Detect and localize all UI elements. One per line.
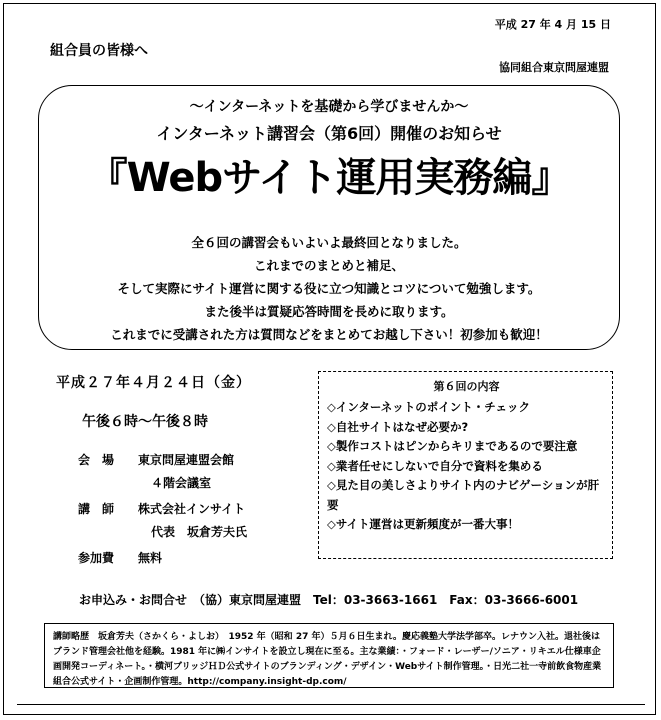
contents-item: ◇見た目の美しさよりサイト内のナビゲーションが肝要 xyxy=(327,478,600,512)
announcement-title: 『Webサイト運用実務編』 xyxy=(87,155,571,201)
fee-label: 参加費 xyxy=(78,551,115,565)
contents-item: ◇業者任せにしないで自分で資料を集める xyxy=(327,458,543,473)
lecturer-name: 代表 坂倉芳夫氏 xyxy=(151,525,248,539)
addressee: 組合員の皆様へ xyxy=(50,43,148,59)
venue-label: 会 場 xyxy=(78,453,115,467)
lecturer-label: 講 師 xyxy=(78,502,115,516)
venue-room: ４階会議室 xyxy=(151,476,212,490)
contents-title: 第６回の内容 xyxy=(433,380,500,393)
contents-item: ◇サイト運営は更新頻度が一番大事！ xyxy=(327,517,520,531)
announcement-subtitle: ～インターネットを基礎から学びませんか～ xyxy=(189,99,469,115)
contents-box xyxy=(318,371,613,559)
contents-item: ◇製作コストはピンからキリまであるので要注意 xyxy=(327,439,578,453)
bottom-rule xyxy=(17,704,645,705)
venue-name: 東京問屋連盟会館 xyxy=(138,453,235,467)
sender: 協同組合東京問屋連盟 xyxy=(499,61,609,74)
contents-item: ◇インターネットのポイント・チェック xyxy=(327,400,530,414)
intro-line: 全６回の講習会もいよいよ最終回となりました。 xyxy=(191,235,467,250)
announcement-heading: インターネット講習会（第6回）開催のお知らせ xyxy=(156,124,502,143)
contact-info: お申込み・お問合せ （協）東京問屋連盟 Tel：03-3663-1661 Fax：03-3666-6001 xyxy=(79,593,579,607)
intro-line: また後半は質疑応答時間を長めに取ります。 xyxy=(204,304,454,319)
lecturer-profile: 講師略歴 坂倉芳夫（さかくら・よしお） 1952 年（昭和 27 年）５月６日生まれ。慶応義塾大学法学部卒。レナウン入社。退社後はブランド管理会社他を経験。1981 年に㈱インサイトを設立し現在に至る。主な業績：・フォード・レーザー/ソニア・リキエル仕様車企画開発コーディネート。・横河ブリッジＨＤ公式サイトのブランディング・デザイン・Webサイト制作管理。・日光二社一寺前飲食物産業組合公式サイト・企画制作管理。http://company.insight-dp.com/ xyxy=(44,623,614,688)
intro-line: これまでのまとめと補足、 xyxy=(253,258,404,273)
fee-value: 無料 xyxy=(138,551,163,565)
event-date: 平成２７年４月２４日（金） xyxy=(56,375,251,391)
intro-line: これまでに受講された方は質問などをまとめてお越し下さい！初参加も歓迎！ xyxy=(110,327,548,342)
contents-item: ◇自社サイトはなぜ必要か? xyxy=(327,419,469,434)
issue-date: 平成 27 年 4 月 15 日 xyxy=(494,18,611,31)
event-time: 午後６時～午後８時 xyxy=(82,414,208,430)
intro-line: そして実際にサイト運営に関する役に立つ知識とコツについて勉強します。 xyxy=(117,281,541,296)
announcement-box xyxy=(38,85,620,350)
lecturer-company: 株式会社インサイト xyxy=(138,502,246,516)
